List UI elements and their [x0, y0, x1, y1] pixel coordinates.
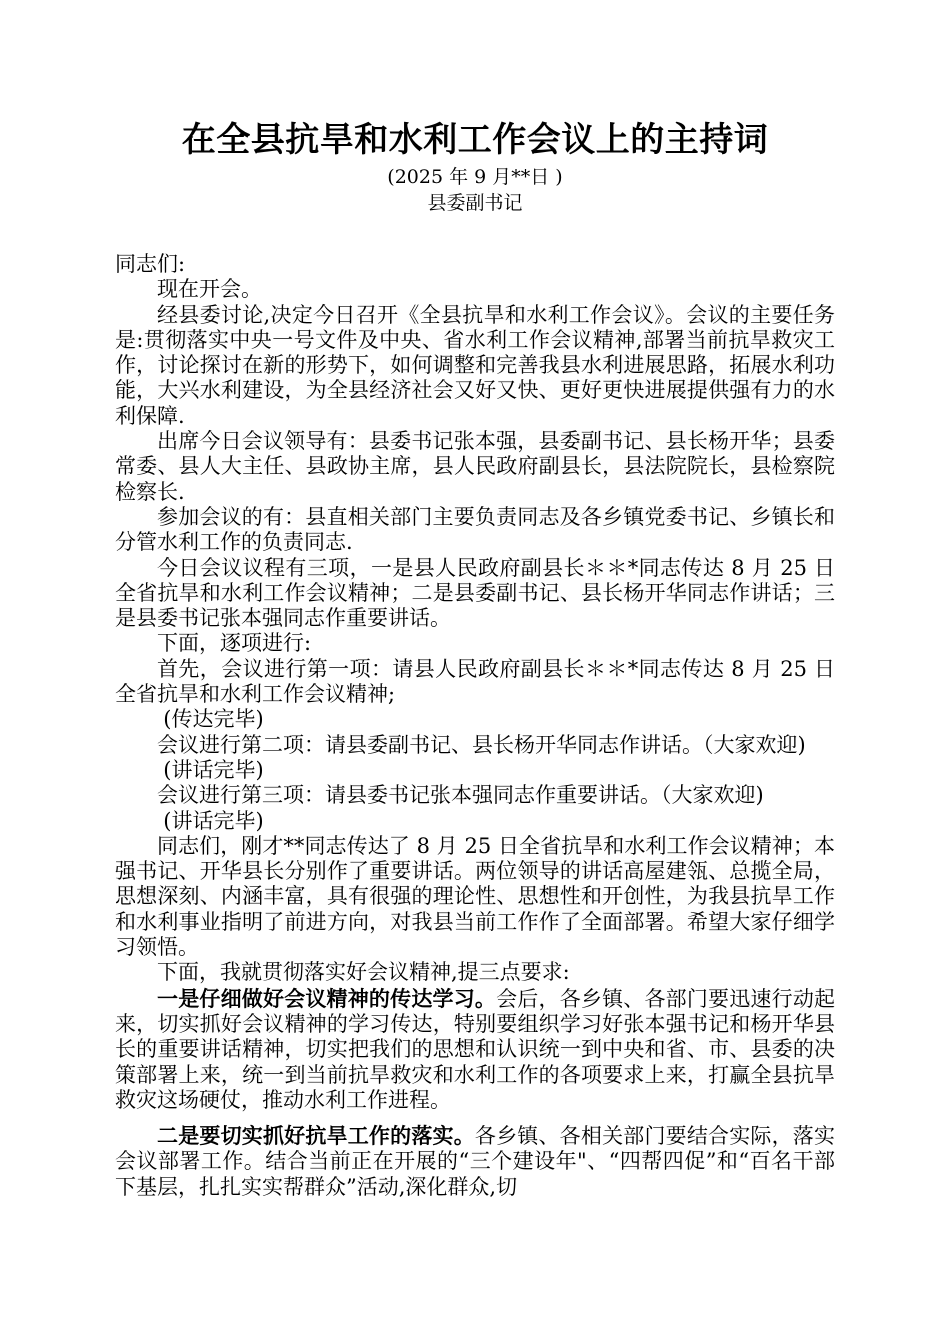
document-title: 在全县抗旱和水利工作会议上的主持词	[181, 120, 769, 160]
requirement-1-heading: 一是仔细做好会议精神的传达学习。	[157, 985, 497, 1011]
requirement-1	[115, 986, 835, 1113]
paragraph-proceed: 下面，逐项进行:	[157, 631, 312, 656]
item2-done-note: (讲话完毕)	[163, 757, 264, 782]
paragraph-agenda: 今日会议议程有三项，一是县人民政府副县长＊＊*同志传达 8 月 25 日全省抗旱和水利工作会议精神；二是县委副书记、县长杨开华同志作讲话；三是县委书记张本强同志作重要讲话。	[115, 555, 835, 631]
speaker-title: 县委副书记	[427, 192, 523, 214]
document-date: (2025 年 9 月**日 )	[387, 166, 563, 188]
paragraph-task: 经县委讨论,决定今日召开《全县抗旱和水利工作会议》。会议的主要任务是:贯彻落实中央一号文件及中央、省水利工作会议精神,部署当前抗旱救灾工作，讨论探讨在新的形势下，如何调整和完善我县水利进展思路，拓展水利功能，大兴水利建设，为全县经济社会又好又快、更好更快进展提供强有力的水利保障.	[115, 302, 835, 428]
paragraph-summary: 同志们，刚才**同志传达了 8 月 25 日全省抗旱和水利工作会议精神；本强书记、开华县长分别作了重要讲话。两位领导的讲话高屋建瓴、总揽全局，思想深刻、内涵丰富，具有很强的理论性、思想性和开创性，为我县抗旱工作和水利事业指明了前进方向，对我县当前工作作了全面部署。希望大家仔细学习领悟。	[115, 833, 835, 960]
paragraph-item3: 会议进行第三项：请县委书记张本强同志作重要讲话。（大家欢迎)	[157, 783, 764, 808]
paragraph-open: 现在开会。	[157, 277, 262, 302]
salutation: 同志们:	[115, 252, 186, 276]
paragraph-attendees: 参加会议的有：县直相关部门主要负责同志及各乡镇党委书记、乡镇长和分管水利工作的负责同志.	[115, 504, 835, 555]
paragraph-requirements: 下面，我就贯彻落实好会议精神,提三点要求:	[157, 960, 570, 985]
paragraph-leaders: 出席今日会议领导有：县委书记张本强，县委副书记、县长杨开华；县委常委、县人大主任、县政协主席，县人民政府副县长，县法院院长，县检察院检察长.	[115, 429, 835, 504]
paragraph-item1: 首先，会议进行第一项：请县人民政府副县长＊＊*同志传达 8 月 25 日全省抗旱和水利工作会议精神;	[115, 656, 835, 707]
item3-done-note: (讲话完毕)	[163, 808, 264, 833]
requirement-2-body: 各乡镇、各相关部门要结合实际，落实会议部署工作。结合当前正在开展的“三个建设年"、“四帮四促”和“百名干部下基层，扎扎实实帮群众”活动,深化群众,切	[115, 1124, 836, 1199]
requirement-2-heading: 二是要切实抓好抗旱工作的落实。	[157, 1123, 475, 1149]
spacer	[115, 216, 835, 252]
document-page	[115, 116, 835, 1200]
requirement-1-body: 会后，各乡镇、各部门要迅速行动起来，切实抓好会议精神的学习传达，特别要组织学习好张本强书记和杨开华县长的重要讲话精神，切实把我们的思想和认识统一到中央和省、市、县委的决策部署上来，统一到当前抗旱救灾和水利工作的各项要求上来，打赢全县抗旱救灾这场硬仗，推动水利工作进程。	[115, 986, 836, 1112]
item1-done-note: (传达完毕)	[163, 707, 264, 732]
paragraph-item2: 会议进行第二项：请县委副书记、县长杨开华同志作讲话。（大家欢迎)	[157, 732, 806, 757]
requirement-2	[115, 1123, 835, 1200]
